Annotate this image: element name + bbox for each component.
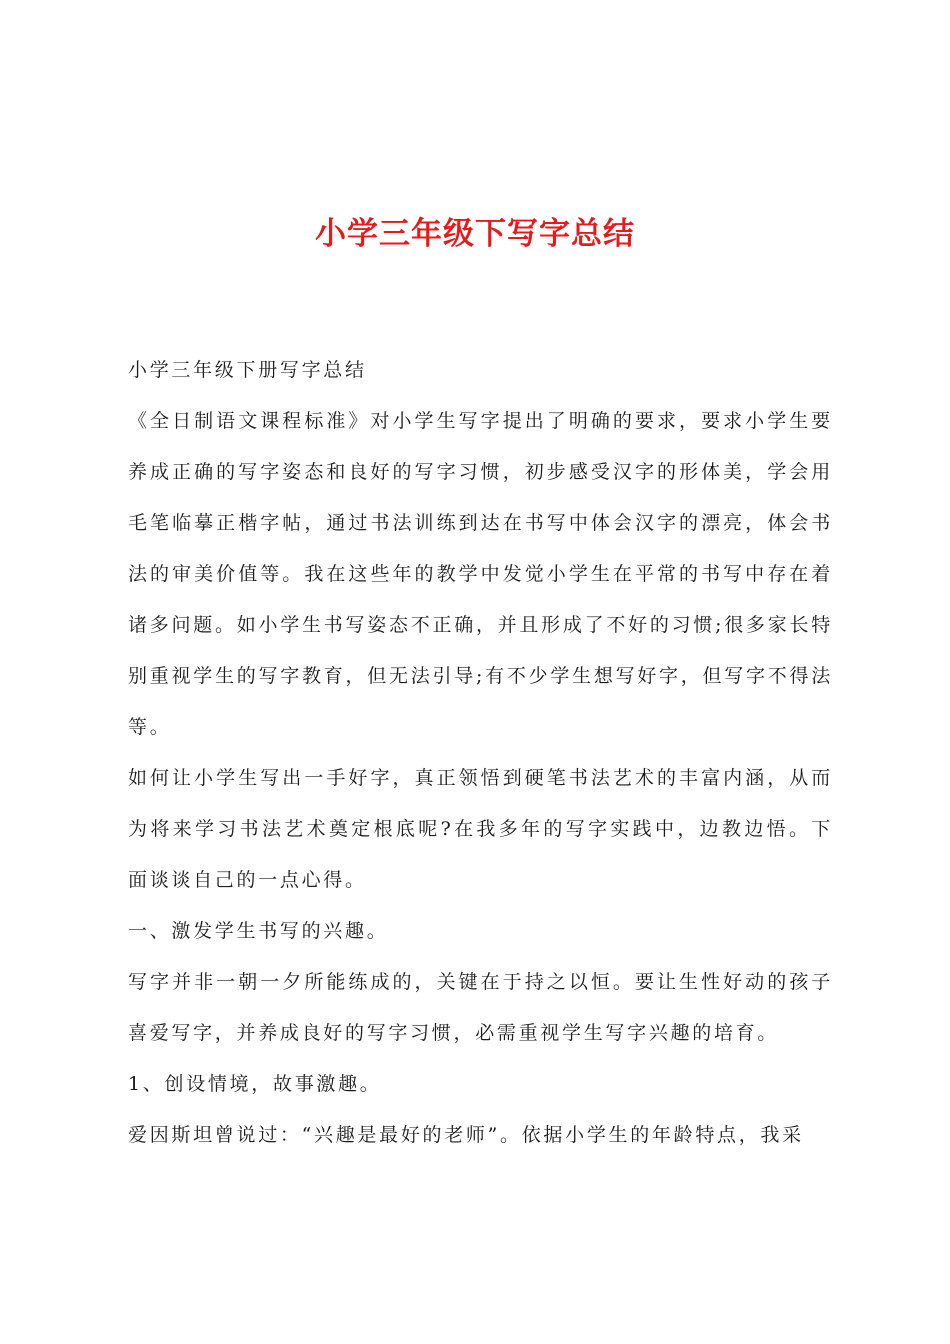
paragraph-question: 如何让小学生写出一手好字，真正领悟到硬笔书法艺术的丰富内涵，从而为将来学习书法艺术奠定根底呢?在我多年的写字实践中，边教边悟。下面谈谈自己的一点心得。	[128, 767, 833, 891]
document-title: 小学三年级下写字总结	[315, 216, 635, 252]
document-body	[128, 345, 833, 1161]
section-heading-1: 一、激发学生书写的兴趣。	[128, 920, 389, 942]
paragraph-interest: 写字并非一朝一夕所能练成的，关键在于持之以恒。要让生性好动的孩子喜爱写字，并养成良好的写字习惯，必需重视学生写字兴趣的培育。	[128, 971, 833, 1044]
paragraph-subtitle: 小学三年级下册写字总结	[128, 359, 367, 381]
paragraph-einstein: 爱因斯坦曾说过：“兴趣是最好的老师”。依据小学生的年龄特点，我采	[128, 1124, 804, 1146]
subsection-heading-1: 1、创设情境，故事激趣。	[128, 1073, 382, 1095]
paragraph-standard-requirements: 《全日制语文课程标准》对小学生写字提出了明确的要求，要求小学生要养成正确的写字姿态和良好的写字习惯，初步感受汉字的形体美，学会用毛笔临摹正楷字帖，通过书法训练到达在书写中体会汉字的漂亮，体会书法的审美价值等。我在这些年的教学中发觉小学生在平常的书写中存在着诸多问题。如小学生书写姿态不正确，并且形成了不好的习惯;很多家长特别重视学生的写字教育，但无法引导;有不少学生想写好字，但写字不得法等。	[128, 410, 833, 738]
